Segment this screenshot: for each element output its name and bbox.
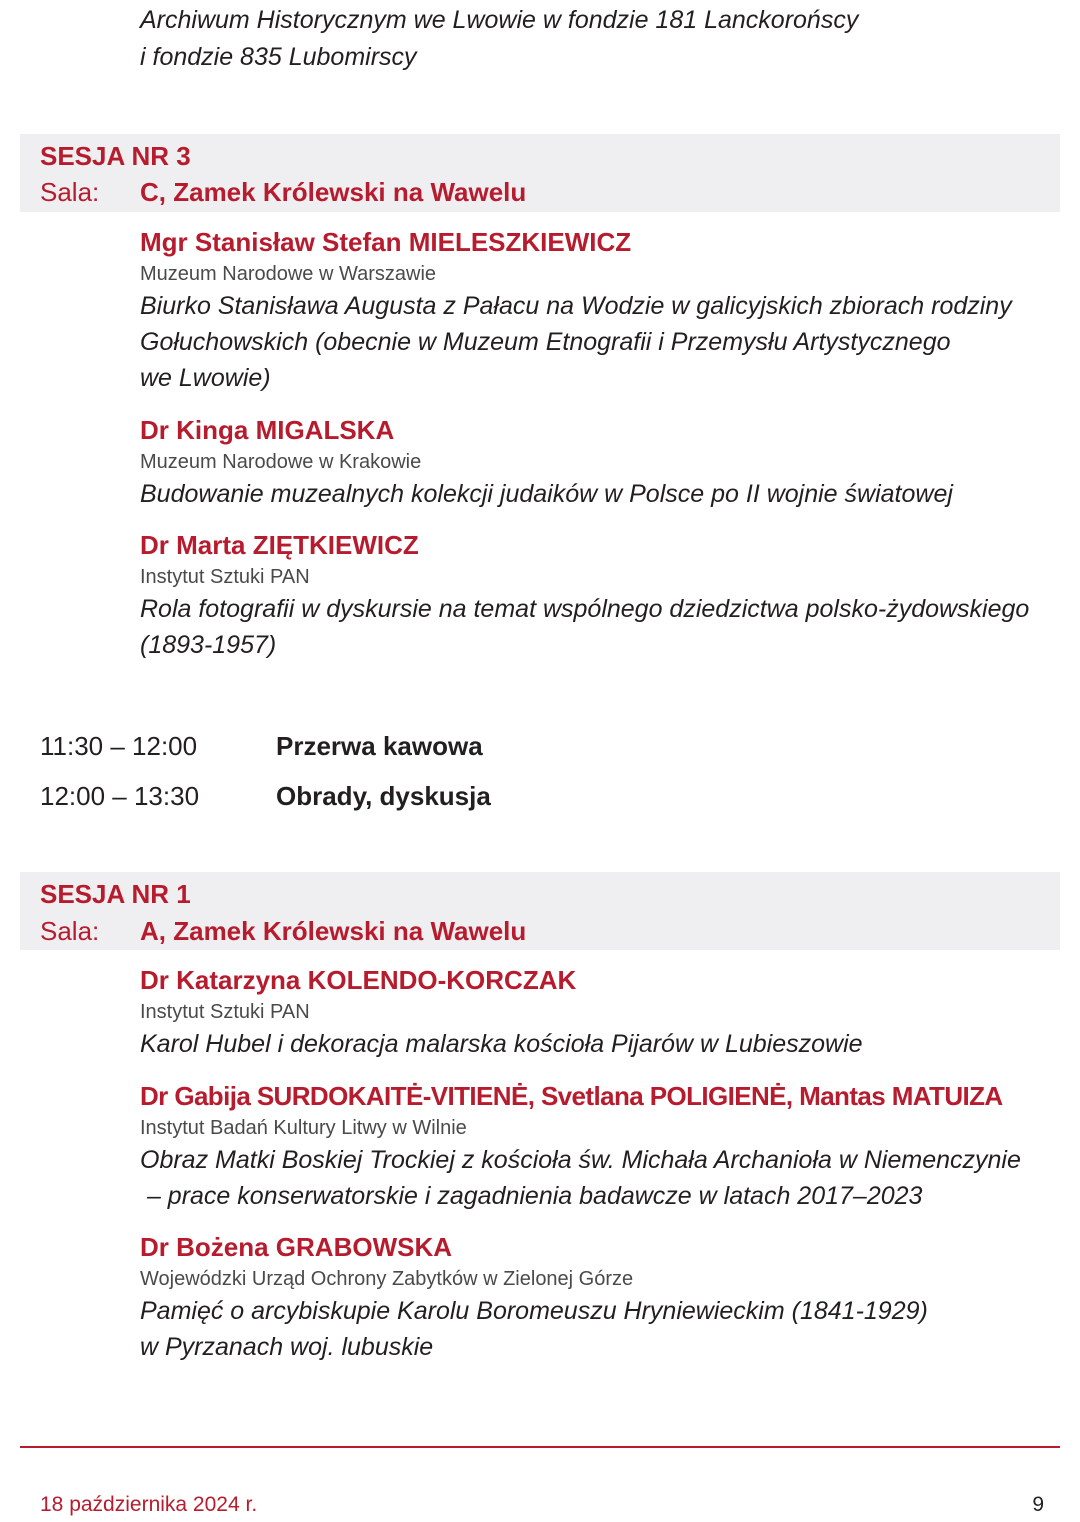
talk-title-line: w Pyrzanach woj. lubuskie (140, 1333, 434, 1361)
talk-title-line: Biurko Stanisława Augusta z Pałacu na Wodzie w galicyjskich zbiorach rodziny (140, 292, 1012, 320)
talk-item (140, 962, 1040, 1062)
speaker-institution: Instytut Sztuki PAN (140, 1001, 310, 1023)
speaker-institution: Muzeum Narodowe w Warszawie (140, 263, 437, 285)
speaker-institution: Instytut Sztuki PAN (140, 566, 310, 588)
talk-title-line: Obraz Matki Boskiej Trockiej z kościoła św. Michała Archanioła w Niemenczynie (140, 1146, 1021, 1174)
intro-line: i fondzie 835 Lubomirscy (140, 43, 417, 71)
talk-item (140, 412, 1040, 512)
intro-line: Archiwum Historycznym we Lwowie w fondzie 181 Lanckorońscy (140, 6, 859, 34)
session-3-sala-value: C, Zamek Królewski na Wawelu (140, 177, 527, 207)
speaker-institution: Instytut Badań Kultury Litwy w Wilnie (140, 1117, 467, 1139)
speaker-name: Dr Kinga MIGALSKA (140, 415, 395, 445)
speaker-institution: Muzeum Narodowe w Krakowie (140, 451, 422, 473)
speaker-name: Dr Gabija SURDOKAITĖ-VITIENĖ, Svetlana POLIGIENĖ, Mantas MATUIZA (140, 1081, 1003, 1111)
footer-date: 18 października 2024 r. (40, 1493, 258, 1516)
session-1-title: SESJA NR 1 (40, 879, 191, 909)
talk-item (140, 527, 1040, 663)
schedule-time: 11:30 – 12:00 (40, 731, 198, 761)
session-1-sala-value: A, Zamek Królewski na Wawelu (140, 916, 527, 946)
session-3-title: SESJA NR 3 (40, 141, 191, 171)
talk-item (140, 1078, 1040, 1214)
talk-title-line: Karol Hubel i dekoracja malarska kościoła Pijarów w Lubieszowie (140, 1030, 863, 1058)
speaker-name: Dr Katarzyna KOLENDO-KORCZAK (140, 965, 577, 995)
talk-title-line: Gołuchowskich (obecnie w Muzeum Etnografii i Przemysłu Artystycznego (140, 328, 951, 356)
speaker-institution: Wojewódzki Urząd Ochrony Zabytków w Zielonej Górze (140, 1268, 634, 1290)
schedule-time: 12:00 – 13:30 (40, 781, 200, 811)
session-3-sala-label: Sala: (40, 177, 100, 207)
speaker-name: Mgr Stanisław Stefan MIELESZKIEWICZ (140, 227, 632, 257)
schedule-description: Obrady, dyskusja (276, 781, 491, 811)
talk-title-line: we Lwowie) (140, 364, 271, 392)
talk-item (140, 1229, 1040, 1365)
speaker-name: Dr Marta ZIĘTKIEWICZ (140, 530, 419, 560)
speaker-name: Dr Bożena GRABOWSKA (140, 1232, 453, 1262)
session-1-sala-label: Sala: (40, 916, 100, 946)
talk-title-line: (1893-1957) (140, 631, 277, 659)
talk-title-line: Rola fotografii w dyskursie na temat wspólnego dziedzictwa polsko-żydowskiego (140, 595, 1030, 623)
footer-divider (20, 1446, 1060, 1448)
schedule-description: Przerwa kawowa (276, 731, 483, 761)
talk-title-line: Pamięć o arcybiskupie Karolu Boromeuszu Hryniewieckim (1841-1929) (140, 1297, 928, 1325)
intro-text (140, 2, 858, 76)
talk-title-line: – prace konserwatorskie i zagadnienia badawcze w latach 2017–2023 (140, 1182, 923, 1210)
talk-title-line: Budowanie muzealnych kolekcji judaików w Polsce po II wojnie światowej (140, 480, 953, 508)
talk-item (140, 224, 1040, 396)
page-number: 9 (1032, 1493, 1044, 1516)
